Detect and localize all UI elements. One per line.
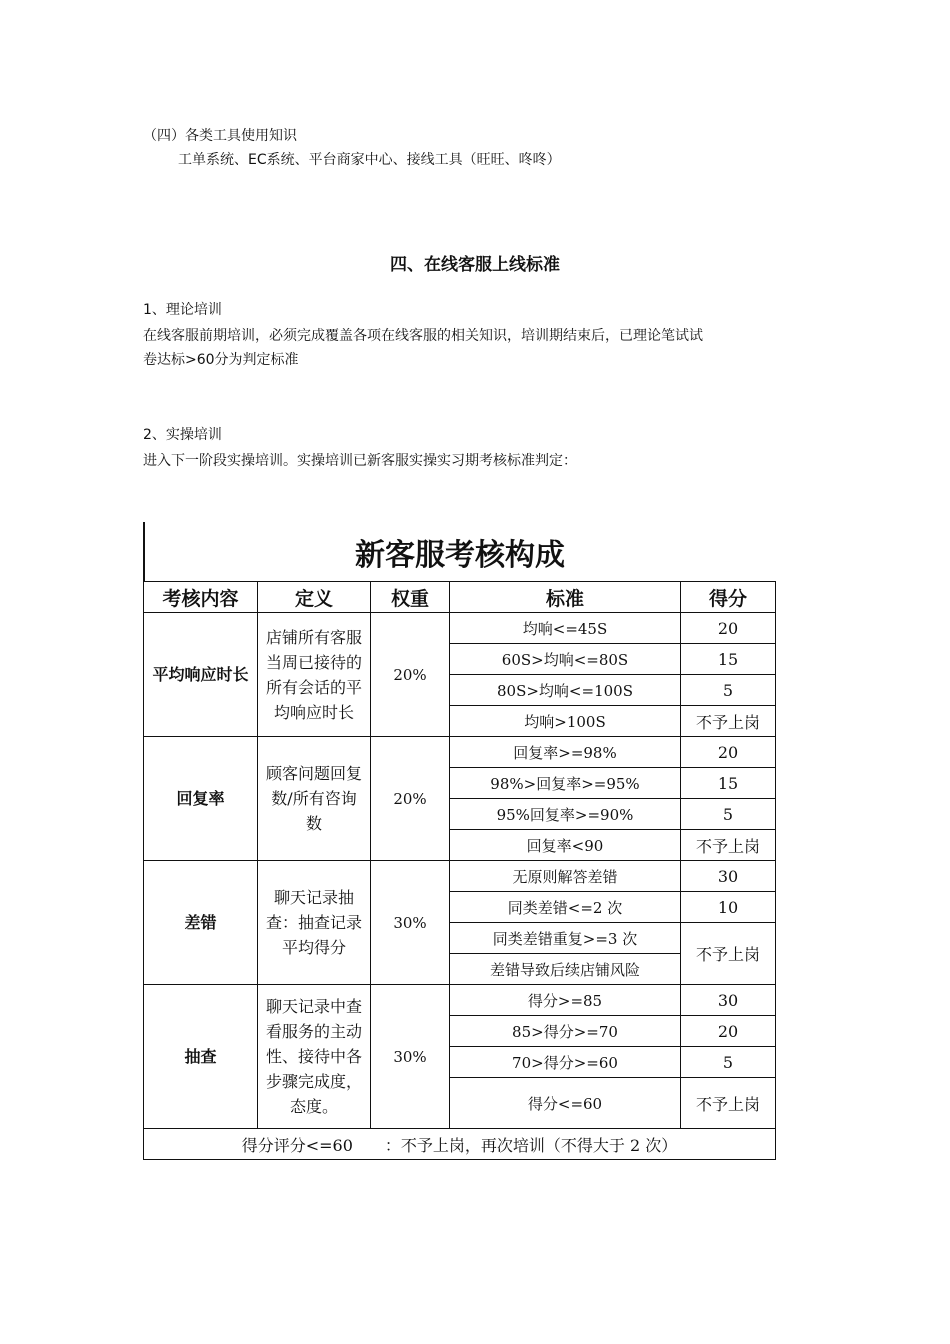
theory-text-2: 卷达标>60分为判定标准 [143,352,299,368]
score-cell: 30 [681,861,776,892]
theory-title: 1、理论培训 [143,302,222,318]
definition-cell: 聊天记录中查看服务的主动性、接待中各步骤完成度，态度。 [258,985,371,1129]
category-cell: 平均响应时长 [144,613,258,737]
standard-cell: 得分<=60 [450,1078,681,1129]
standard-cell: 均响>100S [450,706,681,737]
standard-cell: 得分>=85 [450,985,681,1016]
weight-cell: 30% [371,861,450,985]
table-header-row [144,582,776,613]
score-cell: 10 [681,892,776,923]
standard-cell: 同类差错重复>=3 次 [450,923,681,954]
score-cell: 20 [681,1016,776,1047]
definition-cell: 顾客问题回复数/所有咨询数 [258,737,371,861]
score-cell: 5 [681,675,776,706]
tools-list: 工单系统、EC系统、平台商家中心、接线工具（旺旺、咚咚） [178,152,561,168]
standard-cell: 差错导致后续店铺风险 [450,954,681,985]
table-row [144,861,776,892]
standard-cell: 80S>均响<=100S [450,675,681,706]
standard-cell: 98%>回复率>=95% [450,768,681,799]
definition-cell: 聊天记录抽查：抽查记录平均得分 [258,861,371,985]
standard-cell: 95%回复率>=90% [450,799,681,830]
header-standard: 标准 [450,582,681,613]
standard-cell: 85>得分>=70 [450,1016,681,1047]
section-title-tools: （四）各类工具使用知识 [143,128,297,144]
theory-text-1: 在线客服前期培训，必须完成覆盖各项在线客服的相关知识，培训期结束后，已理论笔试试 [143,328,703,344]
assessment-table [143,581,776,1160]
score-cell: 不予上岗 [681,1078,776,1129]
weight-cell: 30% [371,985,450,1129]
header-weight: 权重 [371,582,450,613]
assessment-table-wrapper [143,522,775,1160]
page-heading: 四、在线客服上线标准 [390,255,560,275]
table-row [144,985,776,1016]
practice-text: 进入下一阶段实操培训。实操培训已新客服实操实习期考核标准判定： [143,453,577,469]
score-cell: 20 [681,613,776,644]
category-cell: 回复率 [144,737,258,861]
score-cell: 不予上岗 [681,923,776,985]
score-cell: 15 [681,644,776,675]
score-cell: 30 [681,985,776,1016]
definition-cell: 店铺所有客服当周已接待的所有会话的平均响应时长 [258,613,371,737]
standard-cell: 回复率<90 [450,830,681,861]
standard-cell: 70>得分>=60 [450,1047,681,1078]
score-cell: 5 [681,1047,776,1078]
header-definition: 定义 [258,582,371,613]
header-score: 得分 [681,582,776,613]
score-cell: 15 [681,768,776,799]
category-cell: 抽查 [144,985,258,1129]
score-cell: 不予上岗 [681,830,776,861]
score-cell: 5 [681,799,776,830]
standard-cell: 均响<=45S [450,613,681,644]
table-title-box [143,522,775,581]
score-cell: 20 [681,737,776,768]
score-cell: 不予上岗 [681,706,776,737]
standard-cell: 同类差错<=2 次 [450,892,681,923]
standard-cell: 60S>均响<=80S [450,644,681,675]
table-row [144,613,776,644]
standard-cell: 无原则解答差错 [450,861,681,892]
practice-title: 2、实操培训 [143,427,222,443]
weight-cell: 20% [371,613,450,737]
header-category: 考核内容 [144,582,258,613]
table-row [144,737,776,768]
standard-cell: 回复率>=98% [450,737,681,768]
table-footer: 得分评分<=60 ：不予上岗，再次培训（不得大于 2 次） [144,1129,776,1160]
table-footer-row [144,1129,776,1160]
category-cell: 差错 [144,861,258,985]
table-title: 新客服考核构成 [355,538,565,573]
weight-cell: 20% [371,737,450,861]
